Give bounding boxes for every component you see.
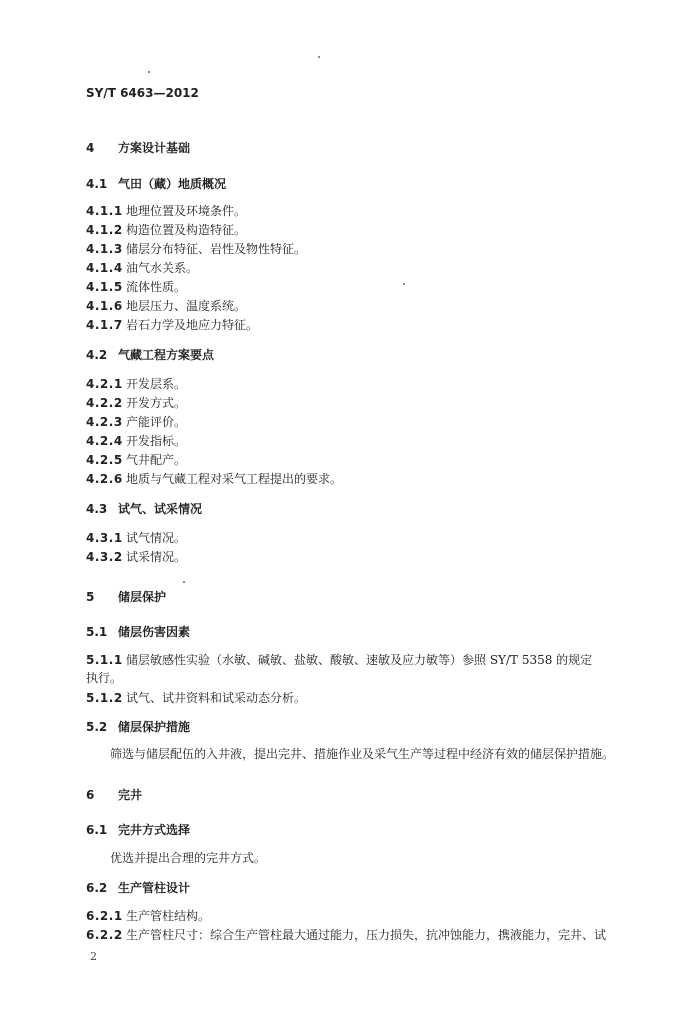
clause-5-1-1: 5.1.1 储层敏感性实验（水敏、碱敏、盐敏、酸敏、速敏及应力敏等）参照 SY/T 5358 的规定 <box>86 653 593 667</box>
section-4-3-heading: 4.3 试气、试采情况 <box>86 502 203 516</box>
clause-4-2-3: 4.2.3 产能评价。 <box>86 415 187 429</box>
clause-4-1-5: 4.1.5 流体性质。 <box>86 280 187 294</box>
clause-4-1-3: 4.1.3 储层分布特征、岩性及物性特征。 <box>86 242 307 256</box>
section-6-heading: 6 完井 <box>86 788 143 802</box>
scan-speck <box>148 71 150 73</box>
paragraph-6-1: 优选并提出合理的完井方式。 <box>110 851 267 865</box>
clause-4-1-2: 4.1.2 构造位置及构造特征。 <box>86 223 247 237</box>
clause-5-1-2: 5.1.2 试气、试井资料和试采动态分析。 <box>86 691 307 705</box>
section-6-2-heading: 6.2 生产管柱设计 <box>86 881 191 895</box>
clause-4-2-5: 4.2.5 气井配产。 <box>86 453 187 467</box>
clause-4-2-2: 4.2.2 开发方式。 <box>86 396 187 410</box>
clause-4-3-2: 4.3.2 试采情况。 <box>86 550 187 564</box>
section-4-1-heading: 4.1 气田（藏）地质概况 <box>86 177 227 191</box>
clause-4-2-4: 4.2.4 开发指标。 <box>86 434 187 448</box>
clause-5-1-1-continued: 执行。 <box>86 671 123 685</box>
clause-4-1-6: 4.1.6 地层压力、温度系统。 <box>86 299 247 313</box>
clause-6-2-1: 6.2.1 生产管柱结构。 <box>86 909 211 923</box>
clause-6-2-2: 6.2.2 生产管柱尺寸：综合生产管柱最大通过能力，压力损失，抗冲蚀能力，携液能力，完井、试 <box>86 928 607 942</box>
clause-4-1-4: 4.1.4 油气水关系。 <box>86 261 199 275</box>
section-4-heading: 4 方案设计基础 <box>86 141 191 155</box>
clause-4-3-1: 4.3.1 试气情况。 <box>86 531 187 545</box>
section-5-heading: 5 储层保护 <box>86 590 167 604</box>
scan-speck <box>183 581 185 583</box>
section-5-2-heading: 5.2 储层保护措施 <box>86 720 191 734</box>
section-4-2-heading: 4.2 气藏工程方案要点 <box>86 348 215 362</box>
standard-number: SY/T 6463—2012 <box>86 86 199 100</box>
clause-4-2-1: 4.2.1 开发层系。 <box>86 377 187 391</box>
paragraph-5-2: 筛选与储层配伍的入井液，提出完井、措施作业及采气生产等过程中经济有效的储层保护措施。 <box>110 747 615 761</box>
scan-speck <box>318 56 320 58</box>
section-5-1-heading: 5.1 储层伤害因素 <box>86 625 191 639</box>
clause-4-1-7: 4.1.7 岩石力学及地应力特征。 <box>86 318 259 332</box>
section-6-1-heading: 6.1 完井方式选择 <box>86 823 191 837</box>
page-number: 2 <box>90 950 97 963</box>
clause-4-1-1: 4.1.1 地理位置及环境条件。 <box>86 204 247 218</box>
clause-4-2-6: 4.2.6 地质与气藏工程对采气工程提出的要求。 <box>86 472 343 486</box>
scan-speck <box>403 283 405 285</box>
